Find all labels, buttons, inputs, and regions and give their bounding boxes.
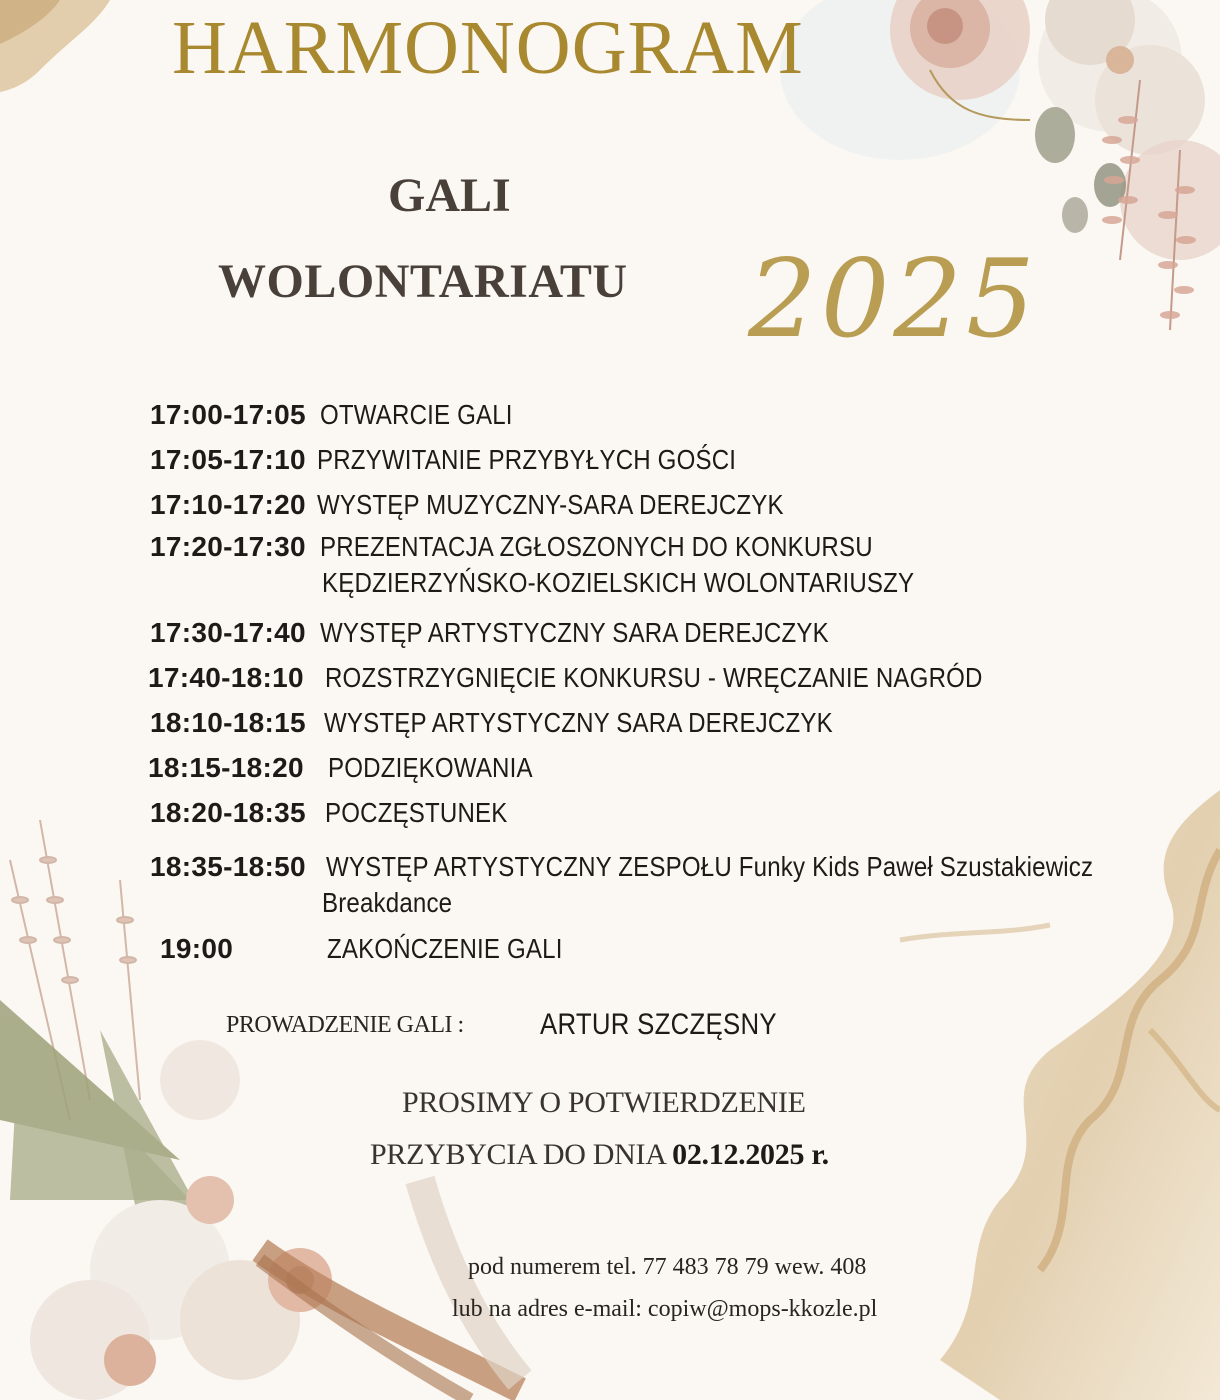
confirmation-prefix: PRZYBYCIA DO DNIA (370, 1138, 673, 1171)
confirmation-line2 (370, 1138, 829, 1172)
schedule-time: 17:05-17:10 (150, 444, 306, 475)
subtitle-line2: WOLONTARIATU (218, 255, 628, 308)
schedule-desc: WYSTĘP ARTYSTYCZNY SARA DEREJCZYK (324, 707, 833, 738)
schedule-desc: POCZĘSTUNEK (325, 797, 508, 828)
schedule-desc: PRZYWITANIE PRZYBYŁYCH GOŚCI (317, 444, 737, 475)
schedule-time: 17:20-17:30 (150, 531, 306, 562)
schedule-time: 17:00-17:05 (150, 399, 306, 430)
schedule-time: 18:35-18:50 (150, 851, 306, 882)
schedule-desc: OTWARCIE GALI (320, 399, 513, 430)
confirmation-date: 02.12.2025 r. (672, 1138, 829, 1171)
host-name: ARTUR SZCZĘSNY (540, 1008, 777, 1041)
schedule-time: 17:30-17:40 (150, 617, 306, 648)
schedule-desc: WYSTĘP ARTYSTYCZNY ZESPOŁU Funky Kids Paweł Szustakiewicz (326, 851, 1094, 882)
schedule-desc: PREZENTACJA ZGŁOSZONYCH DO KONKURSU (320, 531, 873, 562)
year: 2025 (748, 237, 1039, 362)
schedule-desc: WYSTĘP ARTYSTYCZNY SARA DEREJCZYK (320, 617, 829, 648)
schedule-desc: ROZSTRZYGNIĘCIE KONKURSU - WRĘCZANIE NAGRÓD (325, 662, 983, 693)
schedule-desc-cont: Breakdance (322, 887, 453, 918)
schedule-desc: WYSTĘP MUZYCZNY-SARA DEREJCZYK (317, 489, 784, 520)
schedule-desc: PODZIĘKOWANIA (328, 752, 533, 783)
page-title: HARMONOGRAM (172, 6, 804, 90)
schedule-time: 18:10-18:15 (150, 707, 306, 738)
schedule-desc-cont: KĘDZIERZYŃSKO-KOZIELSKICH WOLONTARIUSZY (322, 567, 915, 598)
confirmation-line1: PROSIMY O POTWIERDZENIE (402, 1086, 806, 1119)
schedule-time: 17:10-17:20 (150, 489, 306, 520)
contact-phone: pod numerem tel. 77 483 78 79 wew. 408 (468, 1254, 867, 1280)
schedule-time: 17:40-18:10 (148, 662, 304, 693)
schedule-time: 19:00 (160, 933, 234, 964)
host-label: PROWADZENIE GALI : (226, 1012, 464, 1038)
subtitle-line1: GALI (388, 169, 511, 222)
schedule-time: 18:20-18:35 (150, 797, 306, 828)
contact-email[interactable]: lub na adres e-mail: copiw@mops-kkozle.pl (452, 1296, 878, 1322)
schedule-desc: ZAKOŃCZENIE GALI (327, 933, 563, 964)
schedule-time: 18:15-18:20 (148, 752, 304, 783)
